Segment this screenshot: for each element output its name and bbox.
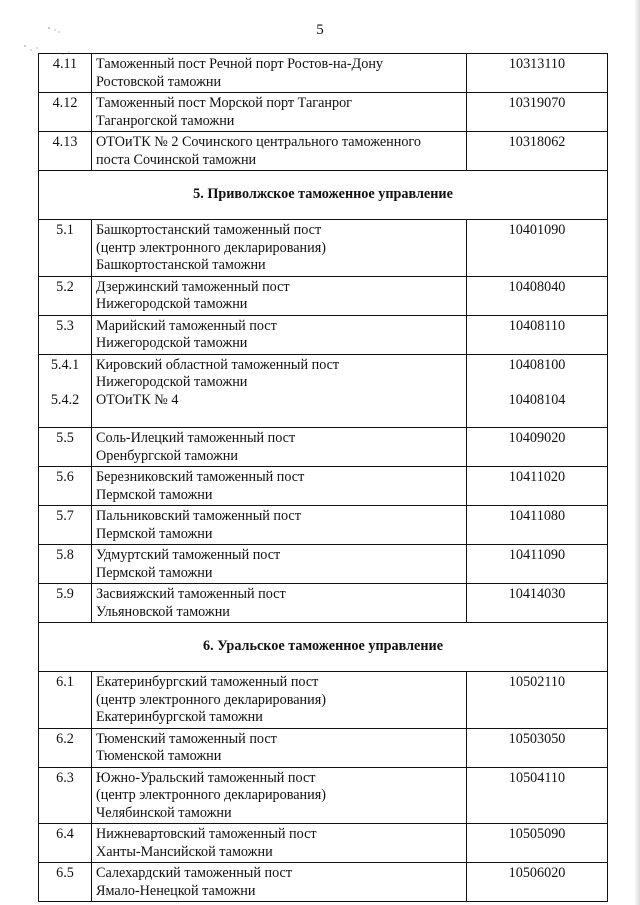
post-name-line: Ханты-Мансийской таможни [96, 843, 273, 860]
customs-posts-table [38, 53, 608, 902]
post-name-cell [92, 54, 467, 93]
table-row [39, 728, 608, 767]
post-name-line: Башкортостанский таможенный пост [96, 222, 322, 238]
post-code: 10401090 [467, 220, 608, 277]
table-row [39, 863, 608, 902]
post-name-line: поста Сочинской таможни [96, 151, 257, 168]
table-row [39, 584, 608, 623]
row-number: 5.3 [39, 315, 92, 354]
table-row [39, 767, 608, 824]
post-name-line: Салехардский таможенный пост [96, 865, 293, 881]
section-title: 6. Уральское таможенное управление [39, 623, 608, 672]
post-name-line: Таганрогской таможни [96, 112, 235, 129]
post-name-line: Березниковский таможенный пост [96, 469, 305, 485]
post-code: 10411020 [467, 467, 608, 506]
row-number: 4.12 [39, 93, 92, 132]
row-number: 6.3 [39, 767, 92, 824]
post-name-line: Пермской таможни [96, 525, 213, 542]
row-number: 5.1 [39, 220, 92, 277]
row-number: 6.4 [39, 824, 92, 863]
post-code: 10506020 [467, 863, 608, 902]
post-name-cell [92, 545, 467, 584]
post-code: 10408040 [467, 276, 608, 315]
post-code: 10504110 [467, 767, 608, 824]
post-name-cell [92, 132, 467, 171]
row-number [43, 374, 87, 392]
post-name-line: ОТОиТК № 4 [96, 391, 179, 408]
post-name-line: Нижегородской таможни [96, 296, 248, 312]
post-name-line: Таможенный пост Морской порт Таганрог [96, 95, 352, 111]
post-name-cell [92, 354, 467, 428]
post-name-line: Южно-Уральский таможенный пост [96, 769, 316, 786]
post-name-line: Ростовской таможни [96, 73, 222, 90]
post-name-cell [92, 467, 467, 506]
table-row [39, 672, 608, 729]
row-number: 5.8 [39, 545, 92, 584]
table-row [39, 132, 608, 171]
post-name-line: Пальниковский таможенный пост [96, 508, 301, 524]
post-code [471, 374, 603, 392]
table-row [39, 315, 608, 354]
post-name-cell [92, 428, 467, 467]
post-name-line: Оренбургской таможни [96, 447, 238, 464]
post-code: 10318062 [467, 132, 608, 171]
row-number: 5.5 [39, 428, 92, 467]
post-name-cell [92, 220, 467, 277]
post-name-line: Нижегородской таможни [96, 335, 248, 351]
post-code-cell [467, 354, 608, 428]
table-row-multi [39, 354, 608, 428]
row-number: 6.2 [39, 728, 92, 767]
table-row [39, 824, 608, 863]
post-name-line: ОТОиТК № 2 Сочинского центрального таможенного [96, 134, 421, 150]
post-code: 10313110 [467, 54, 608, 93]
table-row [39, 506, 608, 545]
row-number: 5.2 [39, 276, 92, 315]
post-name-cell [92, 863, 467, 902]
post-name-line: Ульяновской таможни [96, 603, 230, 620]
post-name-cell [92, 315, 467, 354]
post-name-line: Удмуртский таможенный пост [96, 547, 281, 563]
post-name-line: (центр электронного декларирования) [96, 787, 326, 803]
post-code: 10408110 [467, 315, 608, 354]
table-row [39, 467, 608, 506]
post-name-line: Соль-Илецкий таможенный пост [96, 430, 296, 446]
row-number: 6.5 [39, 863, 92, 902]
row-number: 4.11 [39, 54, 92, 93]
post-name-cell [92, 276, 467, 315]
table-body [39, 54, 608, 902]
post-name-cell [92, 824, 467, 863]
post-name-line: Нижегородской таможни [96, 374, 248, 390]
table-row [39, 93, 608, 132]
post-name-line: Тюменский таможенный пост [96, 730, 277, 747]
row-number: 6.1 [39, 672, 92, 729]
post-name-line: Тюменской таможни [96, 748, 222, 764]
section-title: 5. Приволжское таможенное управление [39, 171, 608, 220]
row-number: 5.9 [39, 584, 92, 623]
section-header-row [39, 171, 608, 220]
post-name-line: Екатеринбургской таможни [96, 709, 263, 725]
post-name-line: (центр электронного декларирования) [96, 239, 326, 256]
table-row [39, 276, 608, 315]
post-name-cell [92, 728, 467, 767]
post-name-line: (центр электронного декларирования) [96, 691, 326, 708]
section-header-row [39, 623, 608, 672]
post-code: 10409020 [467, 428, 608, 467]
post-name-line: Таможенный пост Речной порт Ростов-на-Дону [96, 56, 384, 72]
post-name-cell [92, 672, 467, 729]
post-name-line: Челябинской таможни [96, 804, 232, 821]
post-name-line: Ямало-Ненецкой таможни [96, 882, 256, 899]
post-name-line: Екатеринбургский таможенный пост [96, 674, 319, 690]
post-name-line: Кировский областной таможенный пост [96, 356, 340, 373]
post-name-line: Дзержинский таможенный пост [96, 278, 290, 295]
post-name-line: Башкортостанской таможни [96, 257, 266, 273]
table-row [39, 428, 608, 467]
post-code: 10408104 [508, 391, 566, 408]
row-number: 5.6 [39, 467, 92, 506]
post-name-line: Марийский таможенный пост [96, 317, 277, 334]
post-code: 10502110 [467, 672, 608, 729]
row-number: 5.4.1 [50, 356, 80, 373]
post-code: 10505090 [467, 824, 608, 863]
row-number: 4.13 [39, 132, 92, 171]
post-code: 10411090 [467, 545, 608, 584]
post-code: 10319070 [467, 93, 608, 132]
post-name-cell [92, 93, 467, 132]
post-name-line: Пермской таможни [96, 564, 213, 581]
post-name-line: Нижневартовский таможенный пост [96, 826, 317, 842]
row-number: 5.7 [39, 506, 92, 545]
table-row [39, 545, 608, 584]
page-edge-shadow [634, 0, 640, 905]
post-code: 10414030 [467, 584, 608, 623]
post-name-cell [92, 767, 467, 824]
table-row [39, 54, 608, 93]
post-name-cell [92, 584, 467, 623]
row-number-cell [39, 354, 92, 428]
post-name-line: Пермской таможни [96, 486, 213, 503]
page-number: 5 [316, 22, 324, 38]
post-code: 10408100 [508, 356, 566, 373]
post-code: 10503050 [467, 728, 608, 767]
post-name-cell [92, 506, 467, 545]
post-code: 10411080 [467, 506, 608, 545]
table-row [39, 220, 608, 277]
post-name-line: Засвияжский таможенный пост [96, 586, 286, 602]
row-number: 5.4.2 [50, 391, 80, 408]
